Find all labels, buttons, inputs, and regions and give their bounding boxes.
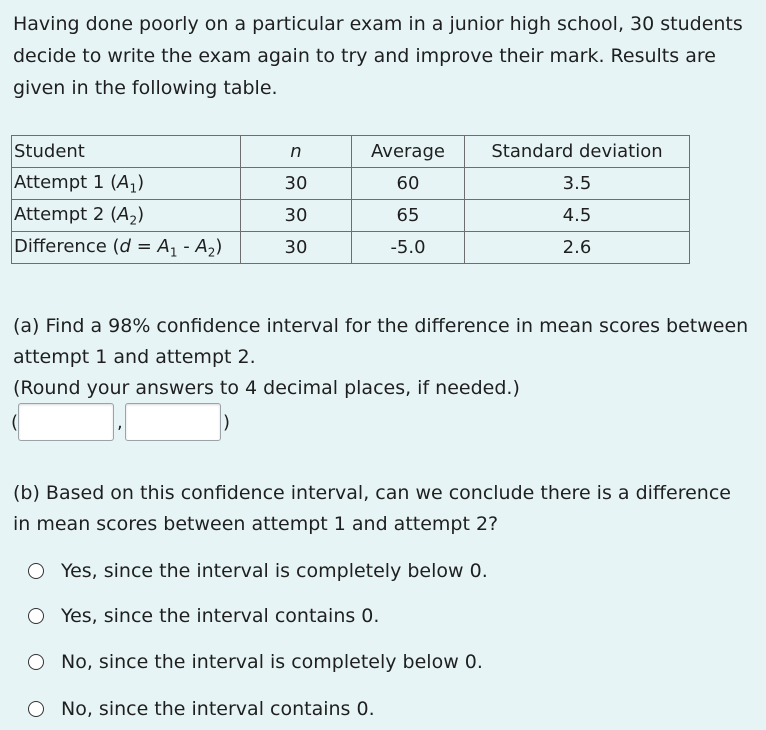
results-table xyxy=(11,135,690,264)
radio-button[interactable] xyxy=(28,608,44,624)
table-row xyxy=(12,232,690,264)
problem-intro: Having done poorly on a particular exam in a junior high school, 30 students decide to write the exam again to try and improve their mark. Results are given in the following table. xyxy=(13,13,743,99)
lower-bound-input[interactable] xyxy=(18,403,114,441)
option-label: Yes, since the interval contains 0. xyxy=(61,605,380,627)
table-row xyxy=(12,200,690,232)
option-label: No, since the interval contains 0. xyxy=(61,698,375,720)
table-row xyxy=(12,168,690,200)
radio-button[interactable] xyxy=(28,701,44,717)
row-student: Attempt 1 $(A_1)$ xyxy=(12,168,241,200)
open-paren: ( xyxy=(11,412,19,433)
row-n: 30 xyxy=(241,232,352,264)
row-n: 30 xyxy=(241,168,352,200)
close-paren: ) xyxy=(223,412,231,433)
row-sd: 4.5 xyxy=(465,200,690,232)
header-student: Student xyxy=(12,136,241,168)
part-a-question: (a) Find a 98% confidence interval for the difference in mean scores between attempt 1 and attempt 2. xyxy=(13,315,749,368)
header-sd: Standard deviation xyxy=(465,136,690,168)
row-sd: 2.6 xyxy=(465,232,690,264)
header-average: Average xyxy=(352,136,465,168)
row-average: -5.0 xyxy=(352,232,465,264)
radio-button[interactable] xyxy=(28,654,44,670)
row-average: 60 xyxy=(352,168,465,200)
part-a-instruction: (Round your answers to 4 decimal places, if needed.) xyxy=(13,377,520,399)
option-label: No, since the interval is completely below 0. xyxy=(61,651,483,673)
row-student: Attempt 2 $(A_2)$ xyxy=(12,200,241,232)
row-average: 65 xyxy=(352,200,465,232)
option-label: Yes, since the interval is completely below 0. xyxy=(61,560,488,582)
header-n: n xyxy=(241,136,352,168)
row-sd: 3.5 xyxy=(465,168,690,200)
comma-separator: , xyxy=(117,412,123,433)
row-student: Difference $(d = A_1 - A_2)$ xyxy=(12,232,241,264)
part-b-question: (b) Based on this confidence interval, can we conclude there is a difference in mean scores between attempt 1 and attempt 2? xyxy=(13,482,731,535)
upper-bound-input[interactable] xyxy=(125,403,221,441)
row-n: 30 xyxy=(241,200,352,232)
radio-button[interactable] xyxy=(28,563,44,579)
part-a xyxy=(13,311,753,404)
table-header-row xyxy=(12,136,690,168)
